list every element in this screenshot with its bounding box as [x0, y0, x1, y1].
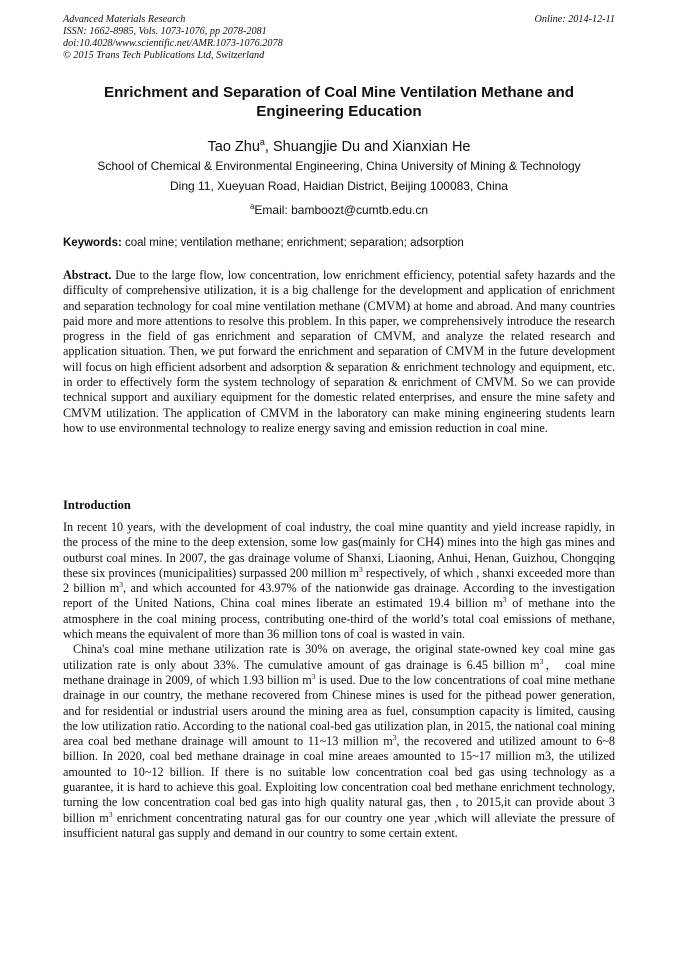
affiliation-line-1: School of Chemical & Environmental Engineering, China University of Mining & Technology: [97, 159, 581, 173]
title-line-1: Enrichment and Separation of Coal Mine Ventilation Methane and: [103, 84, 575, 101]
abstract-label: Abstract.: [63, 268, 112, 282]
introduction-body: [63, 520, 615, 841]
abstract-text: Due to the large flow, low concentration, low enrichment efficiency, potential safety hazards and the difficulty of comprehensive utilization, it is a big challenge for the development and application of enrichment and separation technology for coal mine ventilation methane (CMVM) at home and abroad. And many countries paid more and more attentions to resolve this problem. In this paper, we comprehensively introduce the research progress in the field of gas enrichment and separation of CMVM, and analyze the related research and application situation. Then, we put forward the enrichment and separation of CMVM in the future development will focus on high efficient adsorbent and adsorption & separation & enrichment technology and equipment, etc. in order to effectively form the system technology of separation & enrichment of CMVM. So we can provide technical support and auxiliary equipment for the domestic related enterprises, and ensure the mine safety and CMVM utilization. The application of CMVM in the laboratory can make mining engineering students learn how to use environmental technology to realize energy saving and emission reduction in coal mine.: [63, 268, 615, 435]
author-rest: , Shuangjie Du and Xianxian He: [264, 138, 471, 155]
authors: [63, 133, 615, 156]
author-sup: a: [259, 137, 265, 147]
email-text: Email: bamboozt@cumtb.edu.cn: [254, 203, 429, 217]
keywords: [63, 236, 615, 251]
author-first: Tao Zhu: [207, 138, 260, 155]
online-date: Online: 2014-12-11: [534, 14, 615, 25]
intro-paragraph-1: In recent 10 years, with the development of coal industry, the coal mine quantity and yield increase rapidly, in the process of the mine to the deep extension, some low gas(mainly for CH4) mines into the high gas mines and outburst coal mines. In 2007, the gas drainage volume of Shanxi, Liaoning, Anhui, Henan, Guizhou, Chongqing these six provinces (municipalities) surpassed 200 million $m^3$ respectively, of which , shanxi exceeded more than 2 billion $m^3$, and which accounted for 43.97% of the nationwide gas drainage. According to the investigation report of the United Nations, China coal mines liberate an estimated 19.4 billion $m^3$ of methane into the atmosphere in the coal mining process, contributing one-third of the world’s total coal emissions of methane, which means the equivalent of more than 36 million tons of coal is wasted in vain.: [63, 520, 616, 642]
journal-name: Advanced Materials Research: [63, 14, 186, 25]
doi: doi:10.4028/www.scientific.net/AMR.1073-1076.2078: [63, 38, 283, 49]
abstract: [63, 268, 615, 436]
keywords-label: Keywords:: [63, 237, 122, 249]
intro-paragraph-2: China's coal mine methane utilization rate is 30% on average, the original state-owned key coal mine gas utilization rate is only about 33%. The cumulative amount of gas drainage is 6.45 billion $m^3$， coal mine methane drainage in 2009, of which 1.93 billion $m^3$ is used. Due to the low concentrations of coal mine methane drainage in our country, the methane recovered from Chinese mines is used for the pithead power generation, and for residential or industrial users around the mining area as fuel, consumption capacity is limited, causing the low utilization ratio. According to the national coal-bed gas utilization plan, in 2015, the national coal mining area coal bed methane drainage will amount to 11~13 million $m^3$, the recovered and utilized amount to 6~8 billion. In 2020, coal bed methane drainage in coal mine areaes amounted to 15~17 million m3, the utilized amounted to 10~12 billion. If there is no suitable low concentration coal bed gas using technology as a guarantee, it is hard to achieve this goal. Exploiting low concentration coal bed methane enrichment technology, turning the low concentration coal bed gas into high quality natural gas, then , to 2015,it can provide about 3 billion $m^3$ enrichment concentrating natural gas for our country one year ,which will alleviate the pressure of insufficient natural gas supply and demand in our country to some certain extent.: [63, 642, 616, 840]
email-sup: a: [249, 202, 255, 211]
introduction-heading: Introduction: [63, 498, 131, 512]
journal-header: [63, 14, 615, 62]
author-email: [63, 199, 615, 218]
paper-title: [63, 83, 615, 121]
copyright: © 2015 Trans Tech Publications Ltd, Switzerland: [63, 50, 265, 61]
keywords-text: coal mine; ventilation methane; enrichment; separation; adsorption: [121, 237, 464, 249]
affiliation-line-2: Ding 11, Xueyuan Road, Haidian District, Beijing 100083, China: [170, 179, 508, 193]
issn: ISSN: 1662-8985, Vols. 1073-1076, pp 2078-2081: [63, 26, 267, 37]
title-line-2: Engineering Education: [256, 103, 422, 120]
